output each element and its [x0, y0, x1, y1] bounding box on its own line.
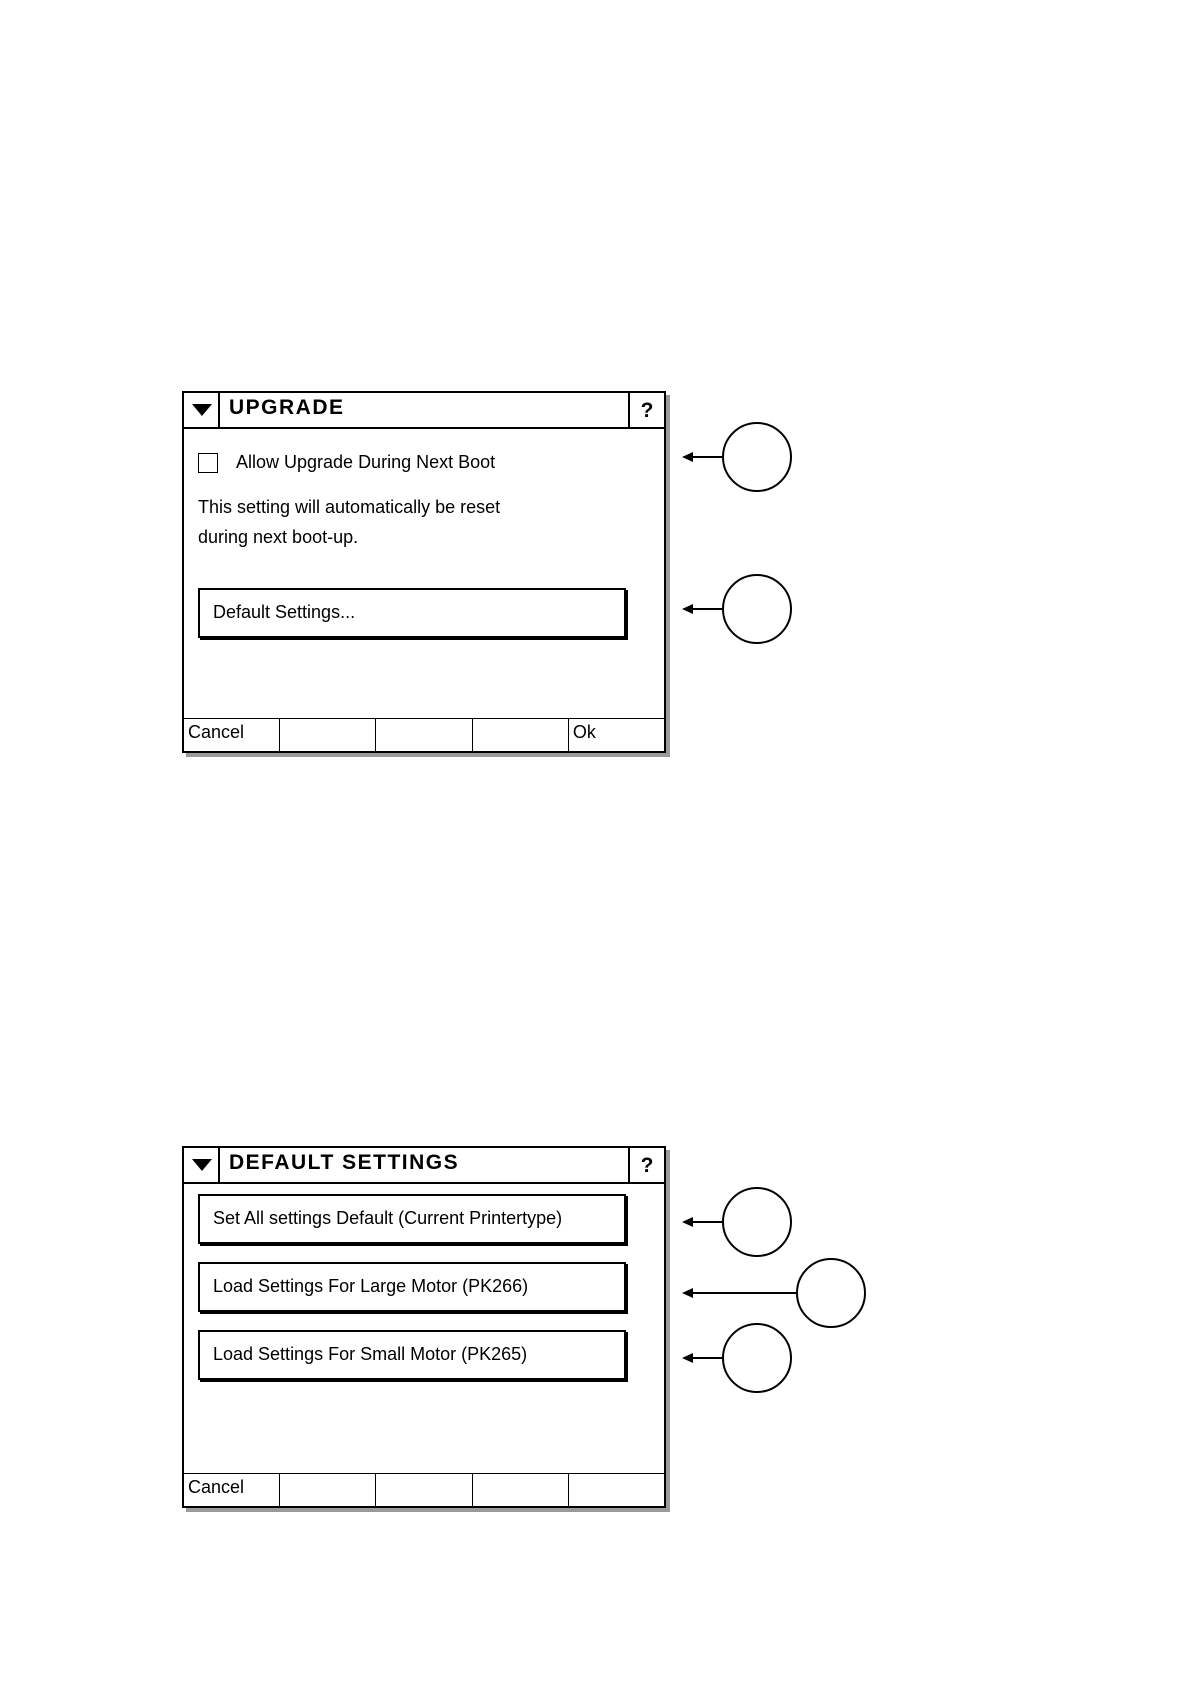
softkey-2[interactable] [280, 1474, 376, 1506]
upgrade-info-line-1: This setting will automatically be reset [198, 497, 501, 517]
default-settings-dialog-title: DEFAULT SETTINGS [229, 1151, 460, 1174]
softkey-2[interactable] [280, 719, 376, 751]
softkey-cancel[interactable]: Cancel [184, 1474, 280, 1506]
allow-upgrade-checkbox[interactable] [198, 453, 218, 473]
softkey-4[interactable] [473, 719, 569, 751]
default-settings-help-button[interactable]: ? [628, 1148, 664, 1182]
upgrade-menu-button[interactable] [184, 393, 220, 427]
softkey-4[interactable] [473, 1474, 569, 1506]
allow-upgrade-label: Allow Upgrade During Next Boot [236, 452, 496, 472]
upgrade-dialog-title: UPGRADE [229, 396, 345, 419]
default-settings-title-bar [184, 1148, 664, 1184]
callout-circle [722, 1323, 792, 1393]
softkey-5[interactable] [569, 1474, 664, 1506]
callout-circle [722, 422, 792, 492]
callout-line [690, 608, 724, 610]
default-settings-menu-button[interactable] [184, 1148, 220, 1182]
softkey-ok[interactable]: Ok [572, 722, 596, 742]
callout-line [690, 1357, 724, 1359]
load-small-motor-button[interactable]: Load Settings For Small Motor (PK265) [198, 1330, 626, 1380]
upgrade-title-bar [184, 393, 664, 429]
upgrade-help-button[interactable]: ? [628, 393, 664, 427]
softkey-cancel[interactable]: Cancel [184, 719, 280, 751]
softkey-3[interactable] [376, 1474, 472, 1506]
default-settings-button[interactable]: Default Settings... [198, 588, 626, 638]
callout-circle [722, 574, 792, 644]
set-all-default-button[interactable]: Set All settings Default (Current Printertype) [198, 1194, 626, 1244]
softkey-3[interactable] [376, 719, 472, 751]
callout-line [690, 1221, 724, 1223]
default-settings-dialog [182, 1146, 666, 1508]
upgrade-softkey-bar [184, 718, 664, 751]
triangle-down-icon [191, 403, 213, 417]
callout-circle [722, 1187, 792, 1257]
load-large-motor-button[interactable]: Load Settings For Large Motor (PK266) [198, 1262, 626, 1312]
upgrade-info-line-2: during next boot-up. [198, 527, 359, 547]
triangle-down-icon [191, 1158, 213, 1172]
callout-line [690, 456, 724, 458]
callout-circle [796, 1258, 866, 1328]
callout-line [690, 1292, 798, 1294]
upgrade-dialog [182, 391, 666, 753]
default-settings-softkey-bar [184, 1473, 664, 1506]
